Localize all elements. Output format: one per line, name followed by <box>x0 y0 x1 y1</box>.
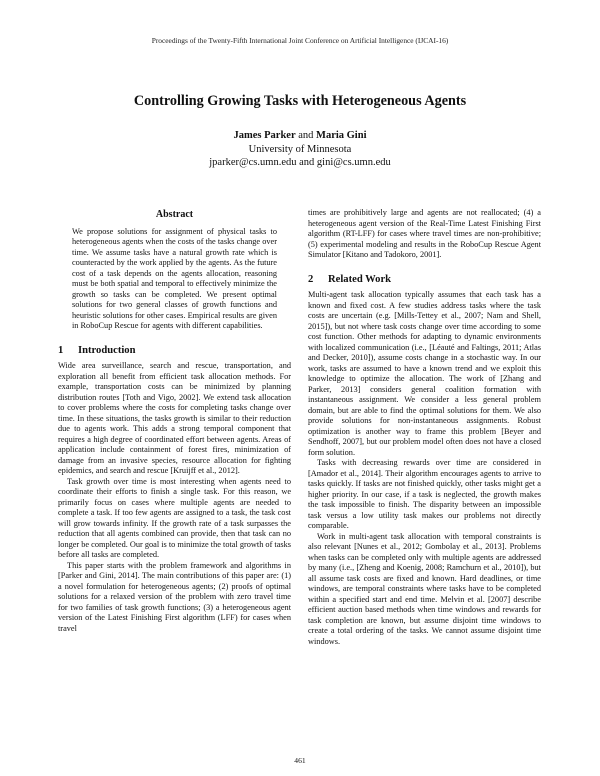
page-number: 461 <box>294 756 306 765</box>
paragraph: Tasks with decreasing rewards over time are considered in [Amador et al., 2014]. Their algorithm encourages agents to arrive to tasks quickly. If tasks are not finished quickly, other tasks might get a higher priority. In our case, if a task is neglected, the growth makes the task impossible to finish. The disparity between an impossible task versus a low utility task makes our problems not directly comparable. <box>308 458 541 530</box>
section-heading <box>58 346 291 357</box>
right-column <box>308 208 541 647</box>
email: jparker@cs.umn.edu <box>209 157 297 168</box>
section-heading <box>308 275 541 286</box>
paper-title: Controlling Growing Tasks with Heterogeneous Agents <box>133 93 467 109</box>
section-title: Related Work <box>328 273 392 285</box>
paragraph: This paper starts with the problem framework and algorithms in [Parker and Gini, 2014]. The main contributions of this paper are: (1) a novel formulation for heterogeneous agents; (2) proofs of optimal solutions for a relaxed version of the problem with zero travel time for two families of task growth functions; (3) a heterogeneous agent version of the Latest Finishing First algorithm (LFF) for cases when travel <box>58 560 291 633</box>
author-emails <box>0 156 600 170</box>
paragraph: Wide area surveillance, search and rescue, transportation, and exploration all benefit from efficient task allocation methods. For example, transportation costs can be minimized by planning distribution routes [Toth and Vigo, 2002]. We extend task allocation to cover problems where the costs for completing tasks change over time. In these situations, the tasks growth is similar to their reduction due to agents work. This adds a strong temporal component that requires a high degree of coordinated effort between agents. Areas of application include containment of forest fires, minimization of damage from an invasive species, resource allocation for fighting epidemics, and search and rescue [Kruijff et al., 2012]. <box>58 361 291 475</box>
affiliation: University of Minnesota <box>248 143 352 155</box>
author-name: Maria Gini <box>316 130 367 141</box>
author-names <box>0 129 600 143</box>
paragraph: Work in multi-agent task allocation with temporal constraints is also relevant [Nunes et al., 2012; Gombolay et al., 2013]. Problems when tasks can be completed only with multiple agents are addressed by many (i.e., [Zheng and Koenig, 2008; Ramchurn et al., 2010]), but all assume task costs are fixed and known. Hard deadlines, or time windows, are temporal constraints where tasks have to be completed within a specified start and end time. Melvin et al. [2007] describe efficient auction based methods when time windows and rewards for task completion are known, but assume disjoint time windows to create a total ordering of the tasks. We cannot assume disjoint time windows. <box>308 531 541 646</box>
proceedings-header: Proceedings of the Twenty-Fifth International Joint Conference on Artificial Intelligence (IJCAI-16) <box>151 36 449 45</box>
email-conjunction: and <box>299 157 315 168</box>
author-block <box>0 129 600 170</box>
section-number: 1 <box>58 344 64 356</box>
email: gini@cs.umn.edu <box>316 157 391 168</box>
abstract-text: We propose solutions for assignment of physical tasks to heterogeneous agents when the costs of the tasks change over time. We assume tasks have a natural growth rate which is counteracted by the work applied by the agents. As the future cost of a task depends on the agents allocation, reasoning must be both spatial and temporal to effectively minimize the growth so tasks can be completed. We present optimal solutions for two general classes of growth functions and heuristic solutions for other cases. Empirical results are given in RoboCup Rescue for agents with different capabilities. <box>72 226 277 330</box>
paragraph: times are prohibitively large and agents are not reallocated; (4) a heterogeneous agent version of the Real-Time Latest Finishing First algorithm (RT-LFF) for cases where travel times are non-prohibitive; (5) experimental modeling and results in the RoboCup Rescue Agent Simulator [Kitano and Tadokoro, 2001]. <box>308 208 541 259</box>
section-title: Introduction <box>78 344 136 356</box>
left-column <box>58 210 291 634</box>
abstract-heading: Abstract <box>155 209 194 220</box>
section-number: 2 <box>308 273 314 285</box>
paragraph: Task growth over time is most interesting when agents need to coordinate their efforts to finish a single task. For this reason, we primarily focus on cases where multiple agents are needed to complete a task. If too few agents are assigned to a task, the task cost will grow towards infinity. If the growth rate of a task surpasses the reduction that all agents combined can provide, then that task can no longer be completed. Our goal is to minimize the total growth of tasks before all tasks are completed. <box>58 476 291 559</box>
paragraph: Multi-agent task allocation typically assumes that each task has a known and fixed cost. A few studies address tasks where the task costs are uncertain (e.g. [Mills-Tettey et al., 2007; Nam and Shell, 2015]), but not where task costs change over time according to some cost function. Other methods for adapting to dynamic environments with localized communication (i.e., [Léauté and Faltings, 2011; Atlas and Decker, 2010]), assume costs change in a stochastic way. In our work, tasks are assumed to have a known trend and we exploit this knowledge to optimize the allocation. The work of [Zhang and Parker, 2013] considers general coalition formation with instantaneous assignment. We consider a less general problem domain, but are able to find the optimal solutions for them. We also provide solutions for non-instantaneous assignments. Robust optimization is another way to frame this problem [Beyer and Sendhoff, 2007], but our problem model often does not have a closed form solution. <box>308 290 541 457</box>
author-name: James Parker <box>233 130 296 141</box>
author-conjunction: and <box>298 130 314 141</box>
